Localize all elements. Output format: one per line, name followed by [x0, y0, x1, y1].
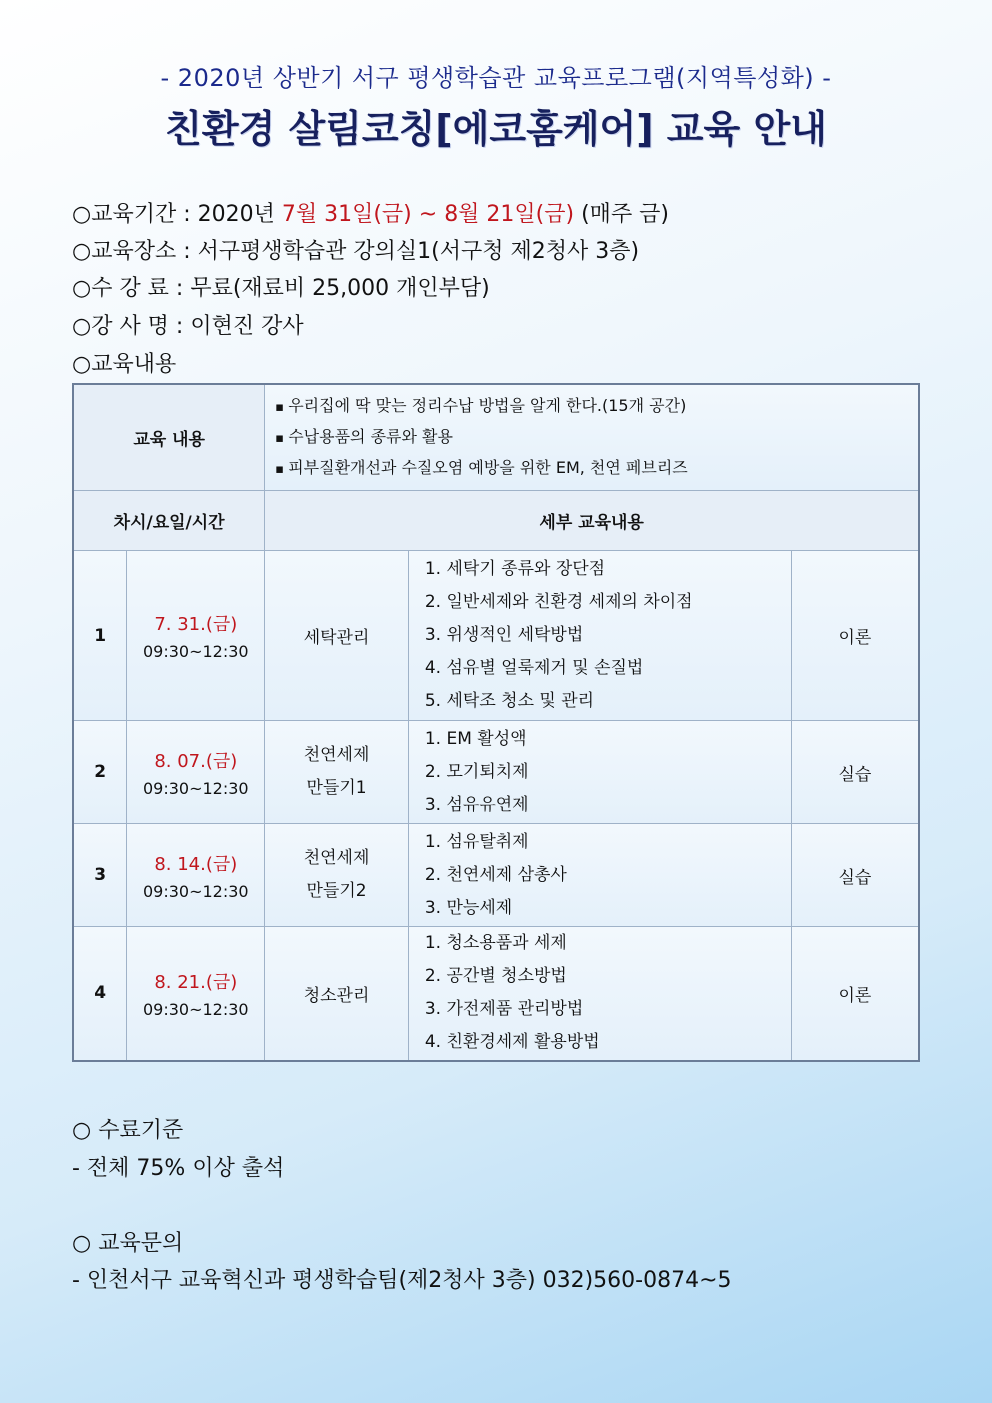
session-topic: [265, 551, 409, 721]
contents-item: ▪ 피부질환개선과 수질오염 예방을 위한 EM, 천연 페브리즈: [275, 453, 908, 484]
session-date: 7. 31.(금): [154, 614, 238, 635]
page-title: 친환경 살림코칭[에코홈케어] 교육 안내: [165, 107, 827, 151]
detail-item: 1. 섬유탈취제: [424, 831, 529, 852]
info-place: ○교육장소 : 서구평생학습관 강의실1(서구청 제2청사 3층): [72, 239, 640, 264]
table-row: [73, 824, 919, 927]
header-row: [73, 491, 919, 551]
session-datetime: [127, 721, 265, 824]
detail-item: 4. 섬유별 얼룩제거 및 손질법: [424, 658, 644, 678]
detail-item: 3. 만능세제: [424, 897, 513, 918]
program-table: [72, 383, 920, 1062]
col-schedule-header: 차시/요일/시간: [73, 491, 265, 551]
session-topic-line: 청소관리: [303, 985, 370, 1006]
period-end: 8월 21일(금): [444, 202, 575, 227]
contents-item: ▪ 우리집에 딱 맞는 정리수납 방법을 알게 한다.(15개 공간): [275, 391, 908, 422]
session-time: 09:30~12:30: [142, 778, 249, 798]
info-content-heading: ○교육내용: [72, 352, 177, 377]
contents-list: [265, 384, 919, 491]
session-details: [408, 551, 791, 721]
session-number: 1: [73, 551, 127, 721]
session-time: 09:30~12:30: [142, 881, 249, 901]
period-start: 7월 31일(금): [281, 202, 412, 227]
contents-item: ▪ 수납용품의 종류와 활용: [275, 422, 908, 453]
detail-item: 2. 공간별 청소방법: [424, 966, 567, 987]
info-instructor: ○강 사 명 : 이현진 강사: [72, 314, 304, 339]
session-topic-line: 만들기2: [306, 881, 367, 901]
session-datetime: [127, 824, 265, 927]
detail-item: 1. 청소용품과 세제: [424, 933, 567, 954]
period-label: ○교육기간 : 2020년: [72, 202, 282, 227]
session-topic-line: 천연세제: [303, 848, 370, 868]
detail-item: 2. 일반세제와 친환경 세제의 차이점: [424, 592, 693, 612]
session-datetime: [127, 927, 265, 1061]
inquiry-text: - 인천서구 교육혁신과 평생학습팀(제2청사 3층) 032)560-0874~5: [72, 1268, 732, 1293]
session-topic-line: 천연세제: [303, 745, 370, 765]
detail-item: 1. EM 활성액: [424, 728, 527, 749]
detail-item: 1. 세탁기 종류와 장단점: [424, 559, 606, 579]
session-details: [408, 927, 791, 1061]
session-type: 이론: [791, 927, 919, 1061]
session-type: 이론: [791, 551, 919, 721]
completion-text: - 전체 75% 이상 출석: [72, 1156, 285, 1181]
session-topic: [265, 824, 409, 927]
session-number: 3: [73, 824, 127, 927]
session-type: 실습: [791, 721, 919, 824]
session-topic-line: 세탁관리: [303, 628, 370, 648]
session-time: 09:30~12:30: [142, 999, 249, 1019]
session-type: 실습: [791, 824, 919, 927]
session-time: 09:30~12:30: [142, 642, 249, 661]
session-number: 4: [73, 927, 127, 1061]
session-date: 8. 14.(금): [154, 853, 238, 875]
detail-item: 3. 위생적인 세탁방법: [424, 625, 584, 645]
table-row: [73, 551, 919, 721]
detail-item: 5. 세탁조 청소 및 관리: [424, 691, 595, 711]
period-note: (매주 금): [574, 202, 670, 227]
session-topic-line: 만들기1: [306, 778, 367, 798]
session-number: 2: [73, 721, 127, 824]
session-date: 8. 21.(금): [154, 971, 238, 993]
info-period: [72, 197, 669, 228]
contents-label: 교육 내용: [73, 384, 265, 491]
detail-item: 2. 천연세제 삼총사: [424, 864, 567, 885]
session-topic: [265, 927, 409, 1061]
contents-row: [73, 384, 919, 491]
table-row: [73, 927, 919, 1061]
period-separator: ~: [411, 202, 445, 227]
session-details: [408, 824, 791, 927]
col-detail-header: 세부 교육내용: [265, 491, 919, 551]
completion-heading: ○ 수료기준: [72, 1118, 184, 1143]
session-datetime: [127, 551, 265, 721]
inquiry-heading: ○ 교육문의: [72, 1231, 184, 1256]
detail-item: 4. 친환경세제 활용방법: [424, 1032, 600, 1053]
detail-item: 3. 섬유유연제: [424, 794, 529, 815]
info-fee: ○수 강 료 : 무료(재료비 25,000 개인부담): [72, 276, 490, 301]
session-topic: [265, 721, 409, 824]
table-row: [73, 721, 919, 824]
session-date: 8. 07.(금): [154, 750, 238, 772]
detail-item: 2. 모기퇴치제: [424, 761, 529, 782]
session-details: [408, 721, 791, 824]
page-subtitle: - 2020년 상반기 서구 평생학습관 교육프로그램(지역특성화) -: [160, 64, 832, 92]
detail-item: 3. 가전제품 관리방법: [424, 999, 584, 1020]
